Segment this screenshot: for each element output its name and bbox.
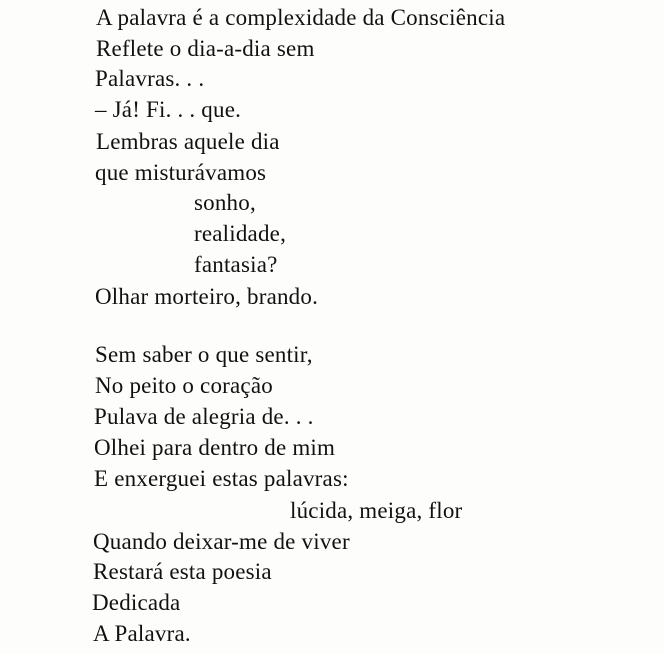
poem-line: que misturávamos xyxy=(95,160,267,185)
poem-line: A Palavra. xyxy=(93,621,191,646)
poem-line: Reflete o dia-a-dia sem xyxy=(96,36,315,61)
poem-line: E enxerguei estas palavras: xyxy=(94,466,349,491)
poem-line: Sem saber o que sentir, xyxy=(95,342,313,367)
poem-line: – Já! Fi. . . que. xyxy=(95,97,242,122)
poem-line: sonho, xyxy=(194,190,256,215)
poem-line: fantasia? xyxy=(194,252,278,277)
poem-line: lúcida, meiga, flor xyxy=(290,498,463,523)
poem-line: Lembras aquele dia xyxy=(96,129,280,154)
poem-line: Palavras. . . xyxy=(95,66,205,91)
poem-line: Dedicada xyxy=(92,590,181,615)
poem-line: Olhei para dentro de mim xyxy=(94,435,336,460)
poem-line: No peito o coração xyxy=(95,373,273,398)
poem-line: A palavra é a complexidade da Consciência xyxy=(96,5,506,30)
poem-line: Restará esta poesia xyxy=(93,559,272,584)
poem-line: Quando deixar-me de viver xyxy=(93,529,350,554)
poem-line: Pulava de alegria de. . . xyxy=(94,404,314,429)
poem-line: realidade, xyxy=(194,221,287,246)
poem-line: Olhar morteiro, brando. xyxy=(95,284,319,309)
